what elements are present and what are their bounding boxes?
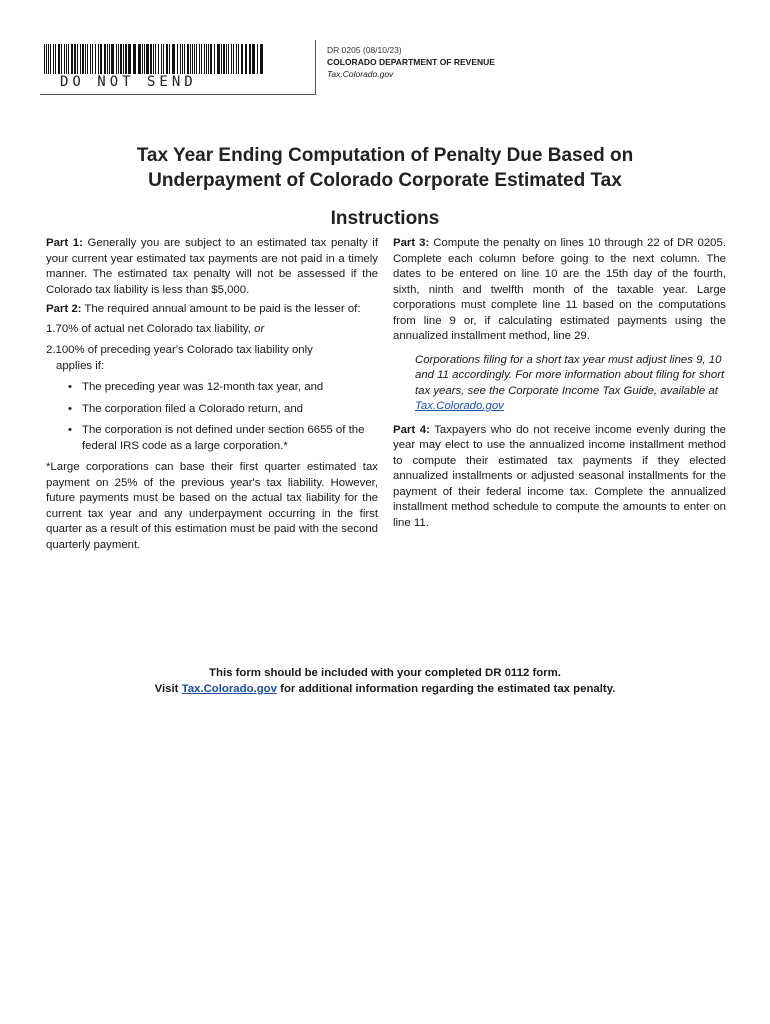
page-title	[0, 143, 770, 193]
part3-text: Compute the penalty on lines 10 through 22 of DR 0205. Complete each column before going to the next column. The dates to be entered on line 10 are the 15th day of the fourth, sixth, ninth and twelfth month of the taxable year. Large corporations must complete line 11 based on the computations from line 9 or, if calculating estimated payments using the annualized installment method, line 29.	[393, 237, 726, 342]
footer-line-2	[0, 681, 770, 697]
title-line-2: Underpayment of Colorado Corporate Estimated Tax	[148, 170, 622, 191]
department-website: Tax.Colorado.gov	[327, 69, 394, 79]
bullet-icon: •	[68, 424, 72, 436]
barcode-icon	[44, 44, 266, 74]
barcode-box	[40, 40, 316, 95]
footer-line-1: This form should be included with your completed DR 0112 form.	[209, 667, 561, 679]
right-column	[393, 236, 726, 535]
part2-paragraph	[46, 302, 378, 318]
conditions-list	[46, 380, 378, 454]
part2-label: Part 2:	[46, 303, 82, 315]
note-text: Corporations filing for a short tax year must adjust lines 9, 10 and 11 accordingly. For more information about filing for short tax years, see the Corporate Income Tax Guide, available at	[415, 353, 725, 397]
numbered-item-2	[46, 343, 378, 374]
footer-line-2-text: for additional information regarding the estimated tax penalty.	[280, 683, 616, 695]
item1-text: 1.70% of actual net Colorado tax liability,	[46, 322, 251, 335]
bullet-text: The corporation is not defined under section 6655 of the federal IRS code as a large corporation.*	[82, 424, 365, 452]
form-info	[327, 44, 495, 80]
item1-or: or	[254, 322, 265, 335]
bullet-icon: •	[68, 402, 72, 415]
footer-tax-colorado-link[interactable]: Tax.Colorado.gov	[181, 683, 277, 695]
footer	[0, 665, 770, 697]
form-number: DR 0205 (08/10/23)	[327, 45, 402, 55]
list-item	[46, 423, 378, 454]
instructions-heading: Instructions	[330, 208, 440, 229]
part1-label: Part 1:	[46, 237, 83, 249]
part4-label: Part 4:	[393, 423, 430, 436]
title-line-1: Tax Year Ending Computation of Penalty Due Based on	[136, 145, 634, 166]
part3-paragraph	[393, 236, 726, 345]
bullet-text: The corporation filed a Colorado return, and	[82, 402, 303, 415]
numbered-item-1	[46, 322, 378, 338]
part4-text: Taxpayers who do not receive income evenly during the year may elect to use the annualized income installment method to compute their estimated tax payments if they elected annualized installments or adjusted seasonal installments for the payment of their federal income tax. Complete the annualized installment method schedule to compute the amounts to enter on line 11.	[393, 423, 726, 529]
department-name: COLORADO DEPARTMENT OF REVENUE	[327, 57, 495, 67]
part4-paragraph	[393, 423, 726, 532]
part1-text: Generally you are subject to an estimated tax penalty if your current year estimated tax payments are not paid in a timely manner. The estimated tax penalty will not be assessed if the Colorado tax liability is less than $5,000.	[46, 237, 379, 296]
part1-paragraph	[46, 236, 378, 298]
part3-label: Part 3:	[393, 237, 430, 249]
item2-sub: applies if:	[56, 359, 105, 372]
part2-text: The required annual amount to be paid is the lesser of:	[84, 303, 361, 315]
bullet-icon: •	[68, 381, 72, 393]
short-tax-year-note	[393, 353, 726, 415]
footer-visit: Visit	[154, 683, 179, 695]
list-item	[46, 380, 378, 396]
footnote: *Large corporations can base their first quarter estimated tax payment on 25% of the previous year's tax liability. However, future payments must be based on the actual tax liability for the current tax year and any underpayment occurring in the first quarter as a result of this estimation must be paid with the second quarterly payment.	[46, 461, 378, 551]
tax-colorado-link[interactable]: Tax.Colorado.gov	[415, 400, 504, 412]
bullet-text: The preceding year was 12-month tax year, and	[82, 381, 324, 393]
do-not-send-text: DO NOT SEND	[60, 74, 197, 90]
item2-text: 2.100% of preceding year's Colorado tax liability only	[46, 344, 313, 356]
left-column	[46, 236, 378, 557]
list-item	[46, 402, 378, 418]
